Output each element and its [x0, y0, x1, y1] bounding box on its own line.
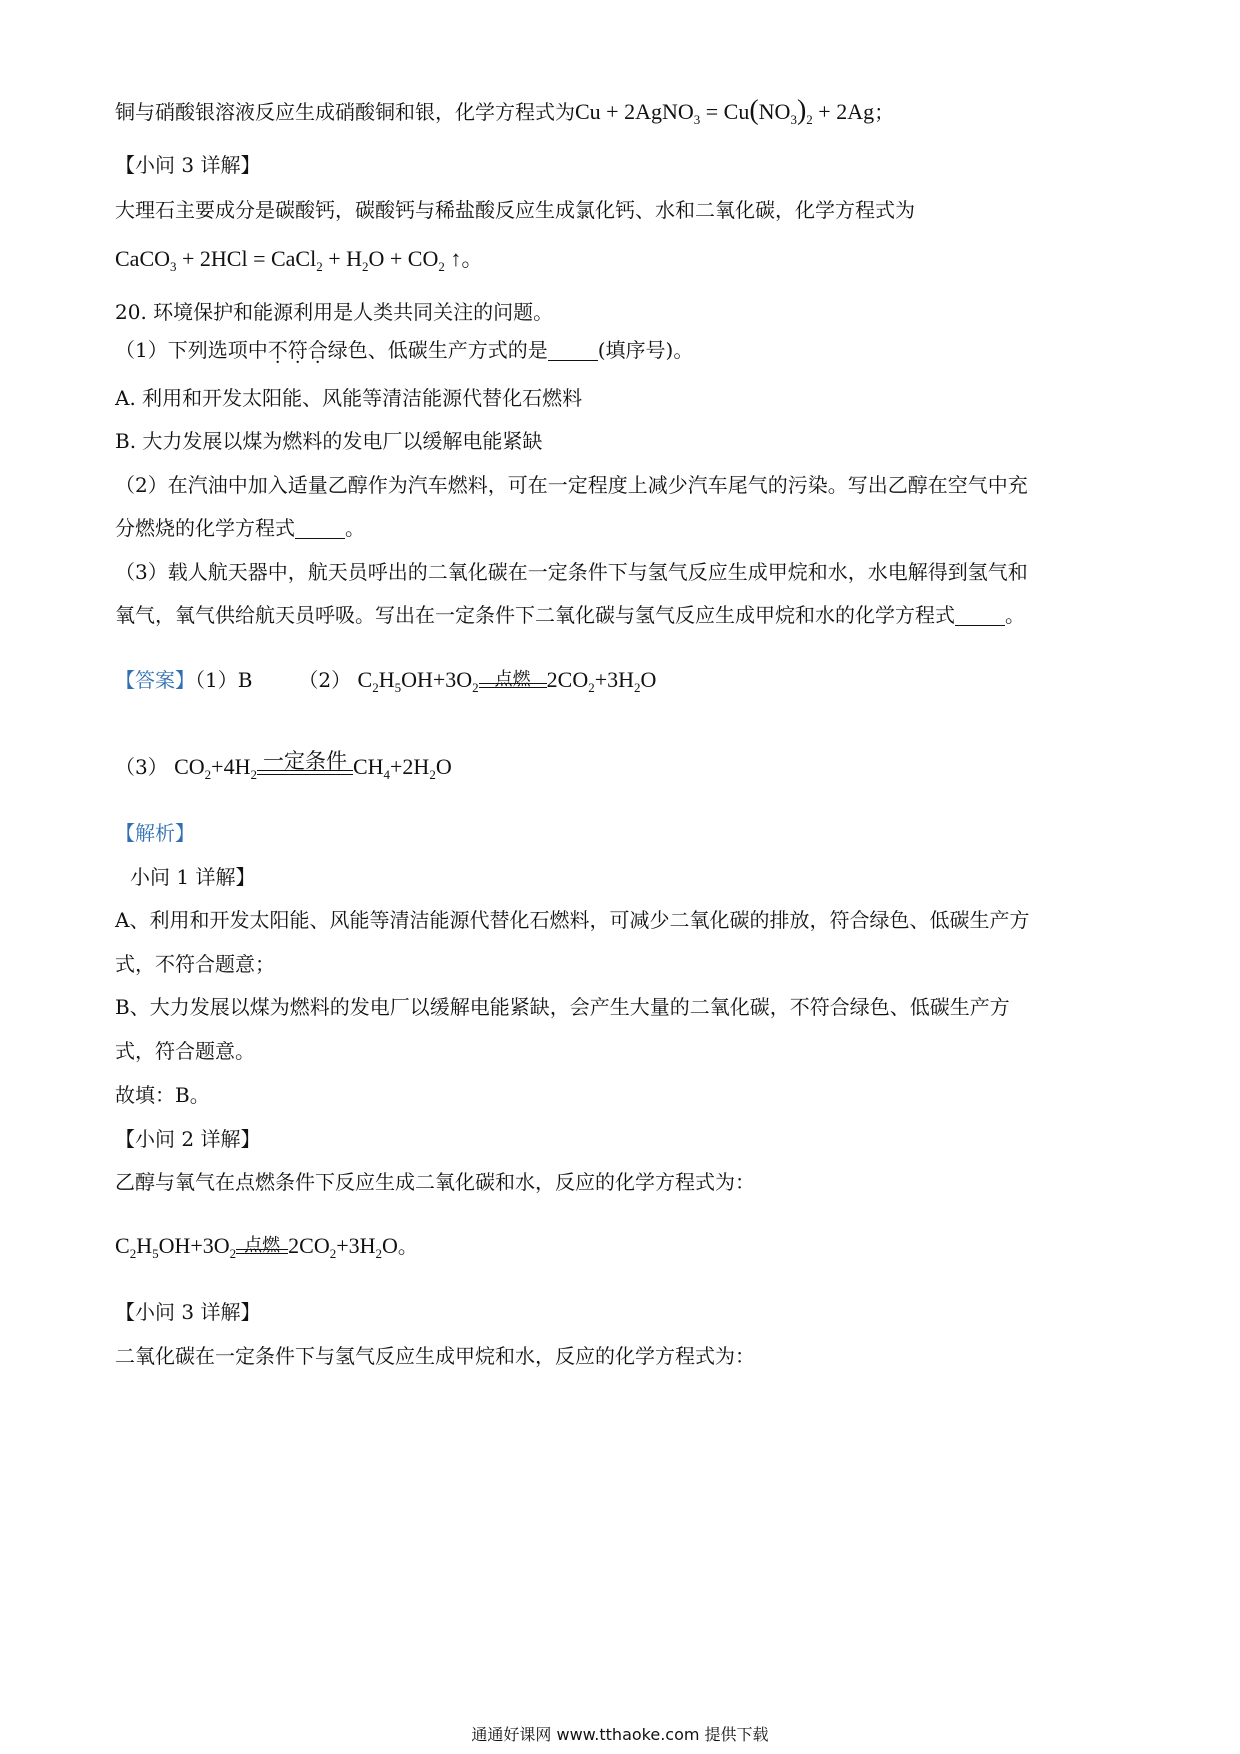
option-a: A. 利用和开发太阳能、风能等清洁能源代替化石燃料: [115, 386, 583, 410]
explanation-question-3: 二氧化碳在一定条件下与氢气反应生成甲烷和水，反应的化学方程式为：: [115, 1344, 755, 1368]
answer-blank[interactable]: [295, 518, 345, 539]
up-arrow-icon: ↑: [444, 246, 462, 271]
answer-blank[interactable]: [955, 605, 1005, 626]
heading-question-1-detail: 小问 1 详解】: [130, 865, 256, 889]
answer-blank[interactable]: [548, 340, 598, 361]
option-b: B. 大力发展以煤为燃料的发电厂以缓解电能紧缺: [115, 429, 543, 453]
text: 铜与硝酸银溶液反应生成硝酸铜和银，化学方程式为: [115, 100, 575, 124]
question-20-part-2-line-2: 分燃烧的化学方程式 。: [115, 516, 365, 540]
question-20-title: 20. 环境保护和能源利用是人类共同关注的问题。: [115, 300, 554, 324]
footer-source: 通通好课网 www.tthaoke.com 提供下载: [471, 1725, 769, 1744]
equation-ethanol-combustion: $C_2H_5OH+3O_2$ 点燃 $2CO_2+3H_2O$: [357, 667, 657, 695]
question-20-part-1: （1）下列选项中不符合绿色、低碳生产方式的是 (填序号)。: [115, 338, 694, 362]
heading-question-3-detail-analysis: 【小问 3 详解】: [115, 1300, 261, 1324]
heading-question-2-detail: 【小问 2 详解】: [115, 1127, 261, 1151]
answer-line-1: 【答案】（1）B （2） $C_2H_5OH+3O_2$ 点燃 $2CO_2+3H_2O$: [115, 667, 657, 695]
equation-ethanol-combustion-analysis: $C_2H_5OH+3O_2$ 点燃 $2CO_2+3H_2O$。: [115, 1233, 418, 1261]
question-20-part-3-line-2: 氧气，氧气供给航天员呼吸。写出在一定条件下二氧化碳与氢气反应生成甲烷和水的化学方程式 。: [115, 603, 1025, 627]
paragraph-marble: 大理石主要成分是碳酸钙，碳酸钙与稀盐酸反应生成氯化钙、水和二氧化碳，化学方程式为: [115, 198, 915, 222]
equation-calcium-carbonate: CaCO$_3$ + 2HCl = CaCl$_2$ + $H_2O + CO_2$ ↑。: [115, 246, 484, 274]
explanation-question-2: 乙醇与氧气在点燃条件下反应生成二氧化碳和水，反应的化学方程式为：: [115, 1170, 755, 1194]
fill-answer: 故填：B。: [115, 1083, 210, 1107]
question-20-part-3-line-1: （3）载人航天器中，航天员呼出的二氧化碳在一定条件下与氢气反应生成甲烷和水，水电解得到氢气和: [115, 560, 1028, 584]
answer-line-2: （3） $CO_2+4H_2$ 一定条件 $CH_4+2H_2O$: [115, 749, 452, 782]
paragraph-copper-reaction: 铜与硝酸银溶液反应生成硝酸铜和银，化学方程式为Cu + 2AgNO$_3$ = $Cu(NO_3)_2 + 2Ag$；: [115, 95, 895, 127]
explanation-b-line-1: B、大力发展以煤为燃料的发电厂以缓解电能紧缺，会产生大量的二氧化碳，不符合绿色、低碳生产方: [115, 995, 1010, 1019]
explanation-a-line-2: 式，不符合题意；: [115, 952, 275, 976]
equation-copper-silver-nitrate: Cu + 2AgNO$_3$ = $Cu(NO_3)_2 + 2Ag$: [575, 95, 875, 127]
emphasis-char: 不: [267, 338, 288, 362]
analysis-label: 【解析】: [115, 821, 195, 845]
answer-label: 【答案】: [115, 668, 195, 692]
equation-methane-formation: $CO_2+4H_2$ 一定条件 $CH_4+2H_2O$: [174, 749, 452, 782]
question-20-part-2-line-1: （2）在汽油中加入适量乙醇作为汽车燃料，可在一定程度上减少汽车尾气的污染。写出乙醇在空气中充: [115, 473, 1028, 497]
emphasis-char: 合: [307, 338, 328, 362]
heading-question-3-detail: 【小问 3 详解】: [115, 153, 261, 177]
explanation-a-line-1: A、利用和开发太阳能、风能等清洁能源代替化石燃料，可减少二氧化碳的排放，符合绿色、低碳生产方: [115, 908, 1030, 932]
emphasis-char: 符: [287, 338, 308, 362]
explanation-b-line-2: 式，符合题意。: [115, 1039, 255, 1063]
